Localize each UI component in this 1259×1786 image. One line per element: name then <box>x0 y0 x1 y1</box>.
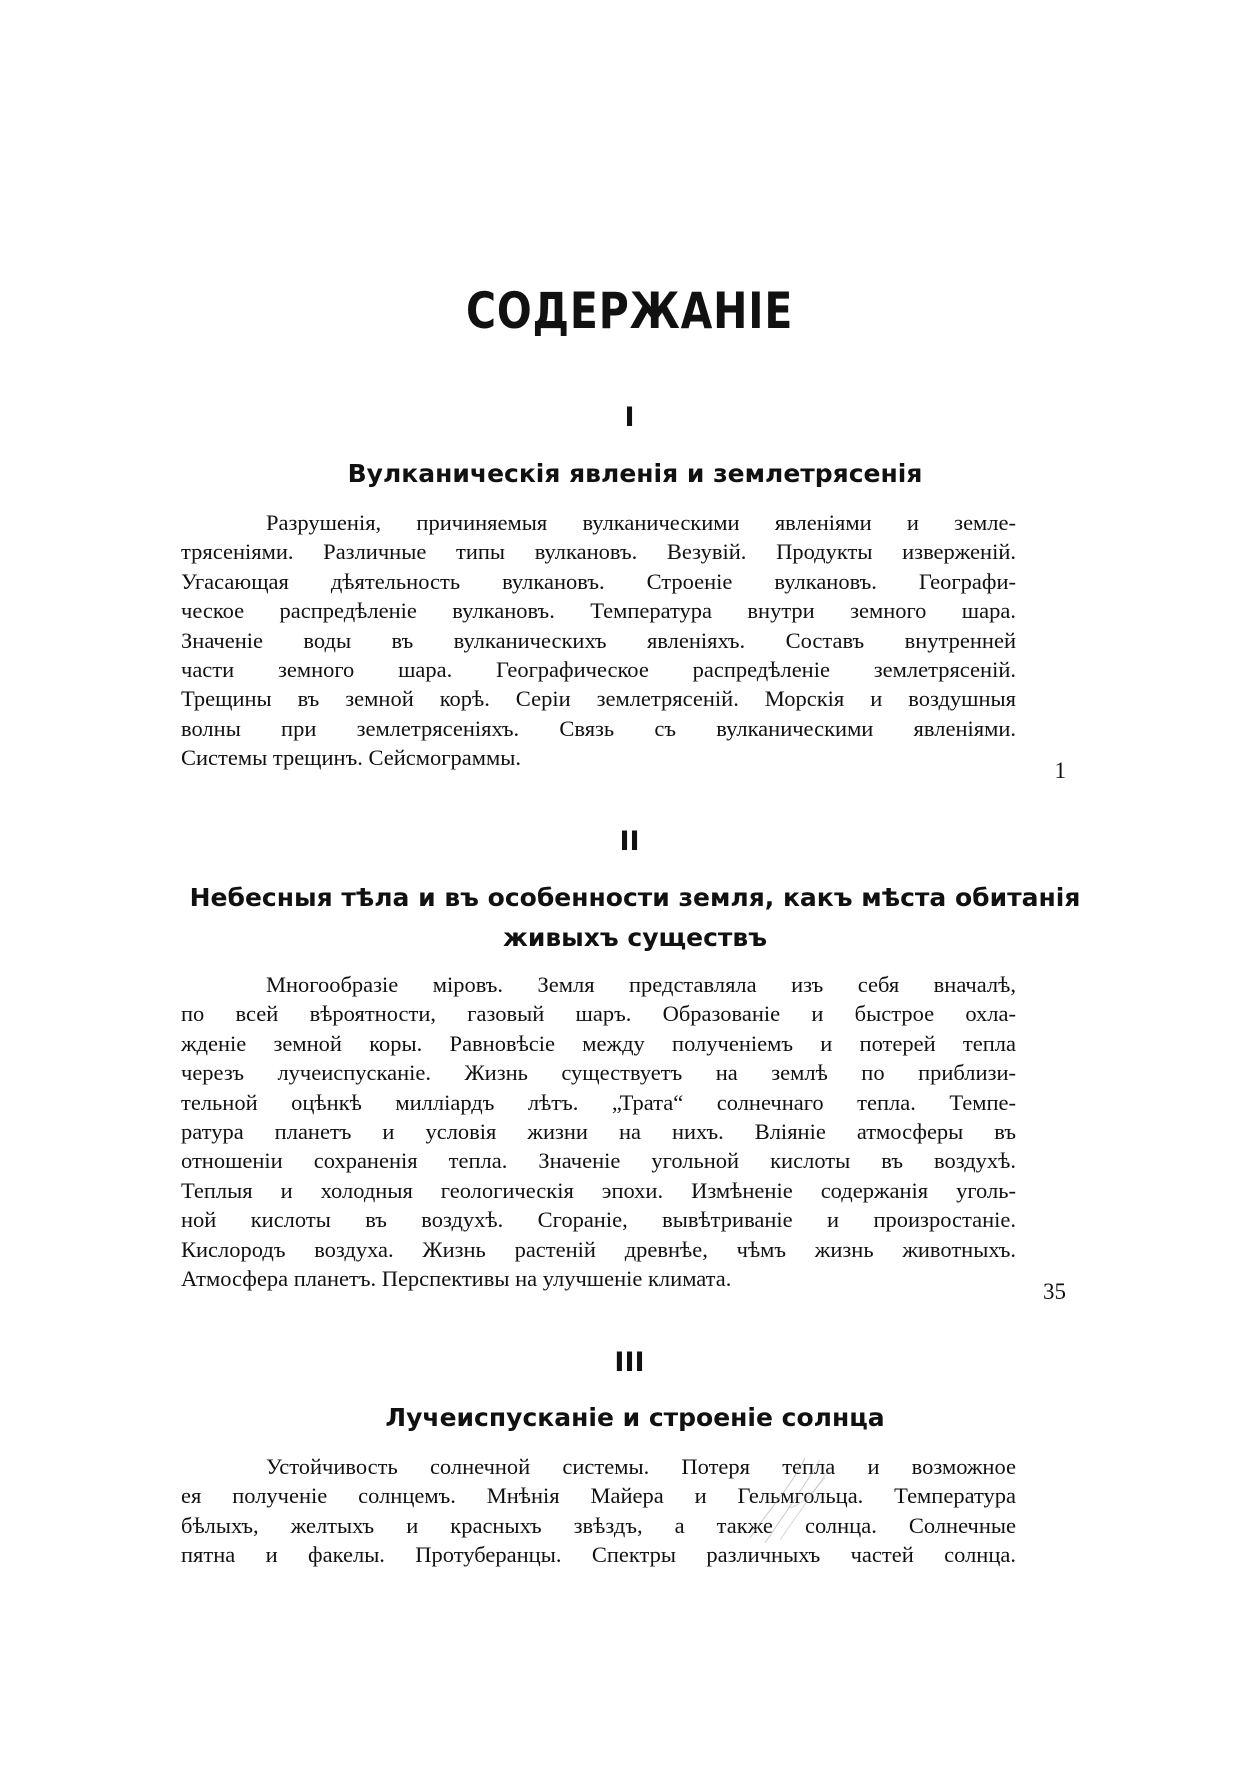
page-title: СОДЕРЖАНІЕ <box>465 282 794 340</box>
body-line: бѣлыхъ, желтыхъ и красныхъ звѣздъ, а также солнца. Солнечные <box>181 1512 1016 1538</box>
body-line: Устойчивость солнечной системы. Потеря тепла и возможное <box>266 1454 1016 1479</box>
section-title-line: Вулканическія явленія и землетрясенія <box>347 459 923 488</box>
body-line: части земного шара. Географическое распредѣленіе землетрясеній. <box>181 656 1016 682</box>
section-title-line: живыхъ существъ <box>502 923 768 952</box>
body-line: жденіе земной коры. Равновѣсіе между полученіемъ и потерей тепла <box>181 1030 1016 1056</box>
body-line: Угасающая дѣятельность вулкановъ. Строеніе вулкановъ. Географи- <box>181 568 1016 594</box>
body-line: пятна и факелы. Протуберанцы. Спектры различныхъ частей солнца. <box>181 1542 1016 1568</box>
page-number-1: 1 <box>1054 758 1066 783</box>
section-numeral-3: III <box>614 1347 645 1378</box>
section-body-2 <box>181 970 1016 1293</box>
body-line: тельной оцѣнкѣ милліардъ лѣтъ. „Трата“ солнечнаго тепла. Темпе- <box>181 1089 1016 1115</box>
section-title-1 <box>170 454 1100 494</box>
body-line: ческое распредѣленіе вулкановъ. Температура внутри земного шара. <box>181 598 1016 624</box>
body-line: Теплыя и холодныя геологическія эпохи. Измѣненіе содержанія уголь- <box>181 1177 1016 1203</box>
section-body-3 <box>181 1452 1016 1570</box>
body-line: Разрушенія, причиняемыя вулканическими явленіями и земле- <box>266 510 1016 535</box>
section-title-line: Лучеиспусканіе и строеніе солнца <box>385 1403 885 1432</box>
section-numeral-1: I <box>624 402 635 433</box>
section-body-1 <box>181 508 1016 773</box>
body-line: волны при землетрясеніяхъ. Связь съ вулканическими явленіями. <box>181 715 1016 741</box>
body-line: Трещины въ земной корѣ. Серіи землетрясеній. Морскія и воздушныя <box>181 686 1016 712</box>
body-line: по всей вѣроятности, газовый шаръ. Образованіе и быстрое охла- <box>181 1001 1016 1027</box>
body-line: Системы трещинъ. Сейсмограммы. <box>181 745 521 771</box>
section-numeral-2: II <box>619 826 640 857</box>
section-title-3 <box>170 1398 1100 1438</box>
body-line: Многообразіе міровъ. Земля представляла изъ себя вначалѣ, <box>266 972 1016 997</box>
section-title-2 <box>170 878 1100 958</box>
body-line: отношеніи сохраненія тепла. Значеніе угольной кислоты въ воздухѣ. <box>181 1148 1016 1174</box>
body-line: Кислородъ воздуха. Жизнь растеній древнѣе, чѣмъ жизнь животныхъ. <box>181 1236 1016 1262</box>
body-line: Атмосфера планетъ. Перспективы на улучшеніе климата. <box>181 1265 732 1291</box>
page-number-2: 35 <box>1043 1279 1066 1304</box>
body-line: ратура планетъ и условія жизни на нихъ. Вліяніе атмосферы въ <box>181 1118 1016 1144</box>
body-line: ея полученіе солнцемъ. Мнѣнія Майера и Гельмгольца. Температура <box>181 1483 1016 1509</box>
section-title-line: Небесныя тѣла и въ особенности земля, какъ мѣста обитанія <box>189 883 1081 912</box>
body-line: ной кислоты въ воздухѣ. Сгораніе, вывѣтриваніе и произростаніе. <box>181 1207 1016 1233</box>
body-line: Значеніе воды въ вулканическихъ явленіяхъ. Составъ внутренней <box>181 627 1016 653</box>
body-line: черезъ лучеиспусканіе. Жизнь существуетъ на землѣ по приблизи- <box>181 1060 1016 1086</box>
body-line: трясеніями. Различные типы вулкановъ. Везувій. Продукты изверженій. <box>181 539 1016 565</box>
